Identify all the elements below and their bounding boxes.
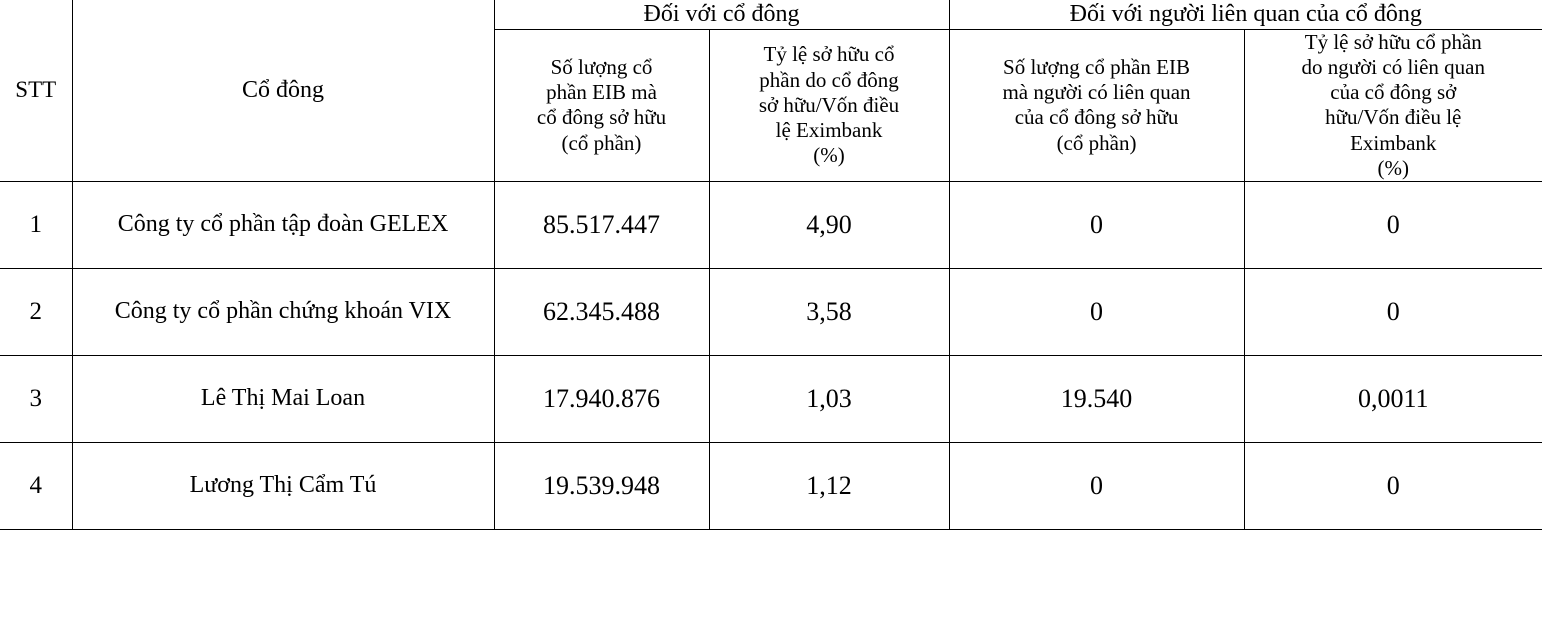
table-body	[0, 181, 1542, 529]
cell-qty-related: 19.540	[949, 355, 1244, 442]
qty-self-line-4: (cổ phần)	[561, 130, 642, 155]
cell-qty-related: 0	[949, 268, 1244, 355]
qty-related-line-2: mà người có liên quan	[1002, 80, 1191, 105]
cell-qty-related: 0	[949, 442, 1244, 529]
cell-stt: 4	[0, 442, 72, 529]
cell-shareholder-name: Công ty cổ phần tập đoàn GELEX	[72, 181, 494, 268]
pct-self-line-2: phần do cổ đông	[759, 67, 899, 92]
cell-shareholder-name: Lê Thị Mai Loan	[72, 355, 494, 442]
cell-qty-self: 17.940.876	[494, 355, 709, 442]
cell-qty-self: 85.517.447	[494, 181, 709, 268]
cell-pct-related: 0	[1244, 442, 1542, 529]
table-row	[0, 181, 1542, 268]
column-header-stt: STT	[0, 0, 72, 181]
header-row-groups	[0, 0, 1542, 29]
cell-pct-self: 1,12	[709, 442, 949, 529]
cell-qty-self: 62.345.488	[494, 268, 709, 355]
pct-related-line-3: của cổ đông sở	[1330, 80, 1457, 105]
cell-shareholder-name: Công ty cổ phần chứng khoán VIX	[72, 268, 494, 355]
table-header	[0, 0, 1542, 181]
qty-related-line-1: Số lượng cổ phần EIB	[1003, 54, 1190, 79]
cell-pct-self: 1,03	[709, 355, 949, 442]
column-header-shareholder: Cổ đông	[72, 0, 494, 181]
qty-self-line-3: cổ đông sở hữu	[536, 105, 667, 130]
cell-pct-related: 0	[1244, 268, 1542, 355]
cell-qty-self: 19.539.948	[494, 442, 709, 529]
pct-related-line-6: (%)	[1377, 155, 1410, 180]
qty-related-line-4: (cổ phần)	[1056, 130, 1137, 155]
pct-self-line-1: Tỷ lệ sở hữu cổ	[763, 42, 895, 67]
pct-related-line-4: hữu/Vốn điều lệ	[1325, 105, 1462, 130]
column-header-pct-related	[1244, 29, 1542, 181]
cell-pct-related: 0	[1244, 181, 1542, 268]
column-header-pct-self	[709, 29, 949, 181]
qty-self-line-1: Số lượng cổ	[550, 54, 653, 79]
table-row	[0, 355, 1542, 442]
cell-qty-related: 0	[949, 181, 1244, 268]
cell-pct-self: 3,58	[709, 268, 949, 355]
table-row	[0, 268, 1542, 355]
column-header-qty-self	[494, 29, 709, 181]
cell-stt: 3	[0, 355, 72, 442]
table-row	[0, 442, 1542, 529]
qty-self-line-2: phần EIB mà	[546, 80, 657, 105]
pct-related-line-1: Tỷ lệ sở hữu cổ phần	[1304, 29, 1482, 54]
cell-pct-self: 4,90	[709, 181, 949, 268]
pct-related-line-5: Eximbank	[1350, 130, 1437, 155]
qty-related-line-3: của cổ đông sở hữu	[1014, 105, 1179, 130]
pct-self-line-4: lệ Eximbank	[775, 117, 883, 142]
pct-self-line-3: sở hữu/Vốn điều	[758, 92, 900, 117]
pct-self-line-5: (%)	[813, 143, 845, 168]
group-header-related-person: Đối với người liên quan của cổ đông	[949, 0, 1542, 29]
pct-related-line-2: do người có liên quan	[1301, 54, 1485, 79]
cell-pct-related: 0,0011	[1244, 355, 1542, 442]
cell-shareholder-name: Lương Thị Cẩm Tú	[72, 442, 494, 529]
group-header-shareholder: Đối với cổ đông	[494, 0, 949, 29]
column-header-qty-related	[949, 29, 1244, 181]
cell-stt: 2	[0, 268, 72, 355]
cell-stt: 1	[0, 181, 72, 268]
